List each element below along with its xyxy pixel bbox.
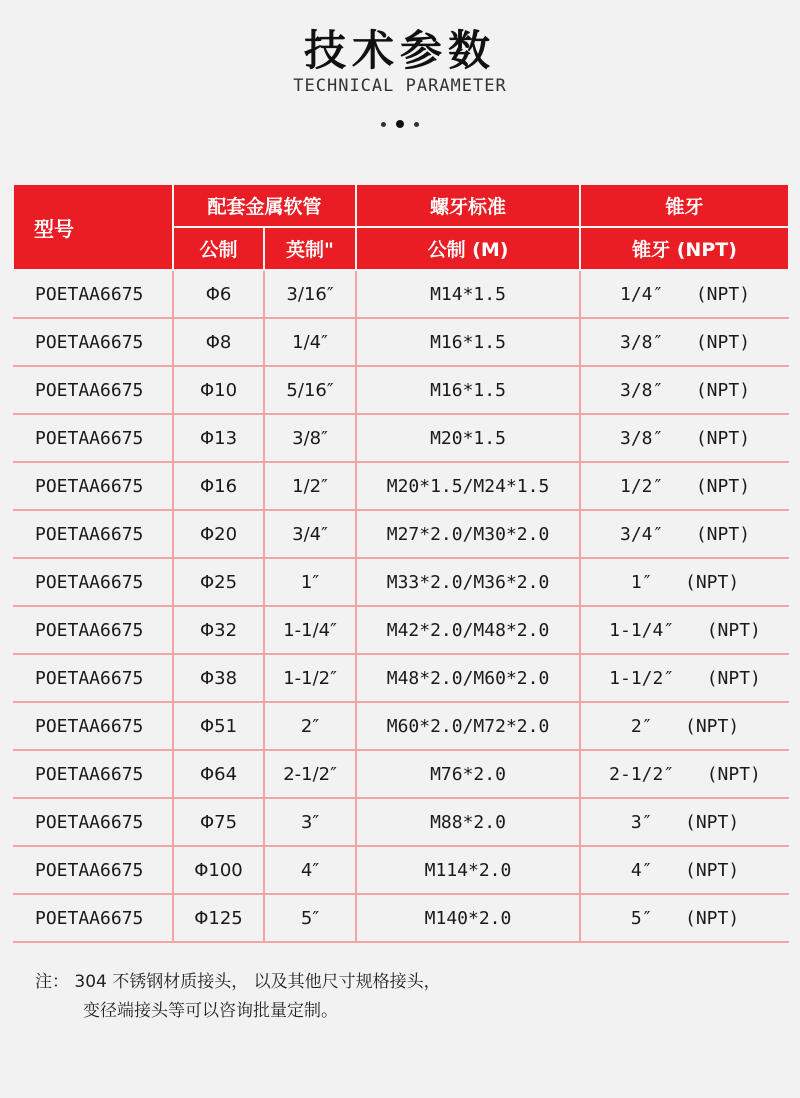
- cell-model: POETAA6675: [13, 750, 173, 798]
- cell-imperial: 2″: [264, 702, 356, 750]
- header-hose-group: 配套金属软管: [173, 184, 356, 227]
- header-model: 型号: [13, 184, 173, 270]
- page-subtitle: TECHNICAL PARAMETER: [293, 76, 507, 96]
- cell-thread: M42*2.0/M48*2.0: [356, 606, 580, 654]
- table-row: [13, 798, 789, 846]
- cell-imperial: 3/16″: [264, 270, 356, 318]
- cell-metric: Φ75: [173, 798, 264, 846]
- cell-thread: M114*2.0: [356, 846, 580, 894]
- cell-metric: Φ6: [173, 270, 264, 318]
- decorative-dots: [0, 120, 800, 128]
- cell-imperial: 1-1/4″: [264, 606, 356, 654]
- header-thread-group: 螺牙标准: [356, 184, 580, 227]
- cell-thread: M16*1.5: [356, 366, 580, 414]
- table-header: [13, 184, 789, 270]
- table-body: [13, 270, 789, 942]
- cell-npt: 1/2″ (NPT): [580, 462, 789, 510]
- cell-thread: M76*2.0: [356, 750, 580, 798]
- cell-npt: 3/8″ (NPT): [580, 414, 789, 462]
- cell-model: POETAA6675: [13, 270, 173, 318]
- table-row: [13, 318, 789, 366]
- cell-imperial: 5″: [264, 894, 356, 942]
- cell-npt: 1″ (NPT): [580, 558, 789, 606]
- cell-metric: Φ8: [173, 318, 264, 366]
- cell-model: POETAA6675: [13, 318, 173, 366]
- cell-thread: M140*2.0: [356, 894, 580, 942]
- cell-npt: 3/4″ (NPT): [580, 510, 789, 558]
- table-row: [13, 510, 789, 558]
- cell-metric: Φ13: [173, 414, 264, 462]
- header-metric: 公制: [173, 227, 264, 270]
- table-row: [13, 894, 789, 942]
- cell-model: POETAA6675: [13, 702, 173, 750]
- cell-imperial: 3″: [264, 798, 356, 846]
- cell-model: POETAA6675: [13, 414, 173, 462]
- cell-imperial: 1/4″: [264, 318, 356, 366]
- cell-thread: M48*2.0/M60*2.0: [356, 654, 580, 702]
- cell-npt: 1/4″ (NPT): [580, 270, 789, 318]
- dot-icon: [396, 120, 404, 128]
- table-row: [13, 366, 789, 414]
- cell-npt: 2-1/2″ (NPT): [580, 750, 789, 798]
- parameter-table: [12, 183, 790, 943]
- cell-imperial: 3/4″: [264, 510, 356, 558]
- cell-model: POETAA6675: [13, 654, 173, 702]
- cell-imperial: 2-1/2″: [264, 750, 356, 798]
- cell-imperial: 5/16″: [264, 366, 356, 414]
- header-taper-group: 锥牙: [580, 184, 789, 227]
- cell-imperial: 4″: [264, 846, 356, 894]
- cell-npt: 3/8″ (NPT): [580, 366, 789, 414]
- cell-npt: 3/8″ (NPT): [580, 318, 789, 366]
- cell-metric: Φ100: [173, 846, 264, 894]
- cell-thread: M33*2.0/M36*2.0: [356, 558, 580, 606]
- cell-metric: Φ51: [173, 702, 264, 750]
- cell-thread: M20*1.5: [356, 414, 580, 462]
- cell-npt: 5″ (NPT): [580, 894, 789, 942]
- cell-metric: Φ38: [173, 654, 264, 702]
- footnote-line-1: 注： 304 不锈钢材质接头， 以及其他尺寸规格接头，: [35, 972, 441, 992]
- cell-metric: Φ20: [173, 510, 264, 558]
- table-row: [13, 606, 789, 654]
- cell-model: POETAA6675: [13, 798, 173, 846]
- header-taper-sub: 锥牙 (NPT): [580, 227, 789, 270]
- cell-imperial: 3/8″: [264, 414, 356, 462]
- table-row: [13, 654, 789, 702]
- cell-imperial: 1/2″: [264, 462, 356, 510]
- cell-model: POETAA6675: [13, 894, 173, 942]
- table-row: [13, 270, 789, 318]
- cell-model: POETAA6675: [13, 606, 173, 654]
- table-row: [13, 846, 789, 894]
- header-imperial: 英制": [264, 227, 356, 270]
- table-row: [13, 462, 789, 510]
- cell-metric: Φ125: [173, 894, 264, 942]
- cell-thread: M60*2.0/M72*2.0: [356, 702, 580, 750]
- cell-metric: Φ64: [173, 750, 264, 798]
- cell-thread: M88*2.0: [356, 798, 580, 846]
- cell-imperial: 1″: [264, 558, 356, 606]
- cell-metric: Φ25: [173, 558, 264, 606]
- cell-thread: M20*1.5/M24*1.5: [356, 462, 580, 510]
- cell-metric: Φ10: [173, 366, 264, 414]
- cell-thread: M27*2.0/M30*2.0: [356, 510, 580, 558]
- cell-metric: Φ16: [173, 462, 264, 510]
- page-title: 技术参数: [303, 26, 496, 75]
- cell-model: POETAA6675: [13, 462, 173, 510]
- footnote-line-2: 变径端接头等可以咨询批量定制。: [83, 1001, 338, 1021]
- cell-npt: 4″ (NPT): [580, 846, 789, 894]
- cell-thread: M14*1.5: [356, 270, 580, 318]
- cell-npt: 3″ (NPT): [580, 798, 789, 846]
- cell-model: POETAA6675: [13, 558, 173, 606]
- cell-model: POETAA6675: [13, 510, 173, 558]
- dot-icon: [381, 122, 386, 127]
- footnote: [35, 968, 441, 1026]
- cell-model: POETAA6675: [13, 846, 173, 894]
- table-row: [13, 414, 789, 462]
- table-row: [13, 558, 789, 606]
- table-row: [13, 750, 789, 798]
- cell-model: POETAA6675: [13, 366, 173, 414]
- header-thread-sub: 公制 (M): [356, 227, 580, 270]
- table-row: [13, 702, 789, 750]
- cell-npt: 1-1/4″ (NPT): [580, 606, 789, 654]
- cell-imperial: 1-1/2″: [264, 654, 356, 702]
- cell-npt: 2″ (NPT): [580, 702, 789, 750]
- cell-metric: Φ32: [173, 606, 264, 654]
- cell-thread: M16*1.5: [356, 318, 580, 366]
- cell-npt: 1-1/2″ (NPT): [580, 654, 789, 702]
- dot-icon: [414, 122, 419, 127]
